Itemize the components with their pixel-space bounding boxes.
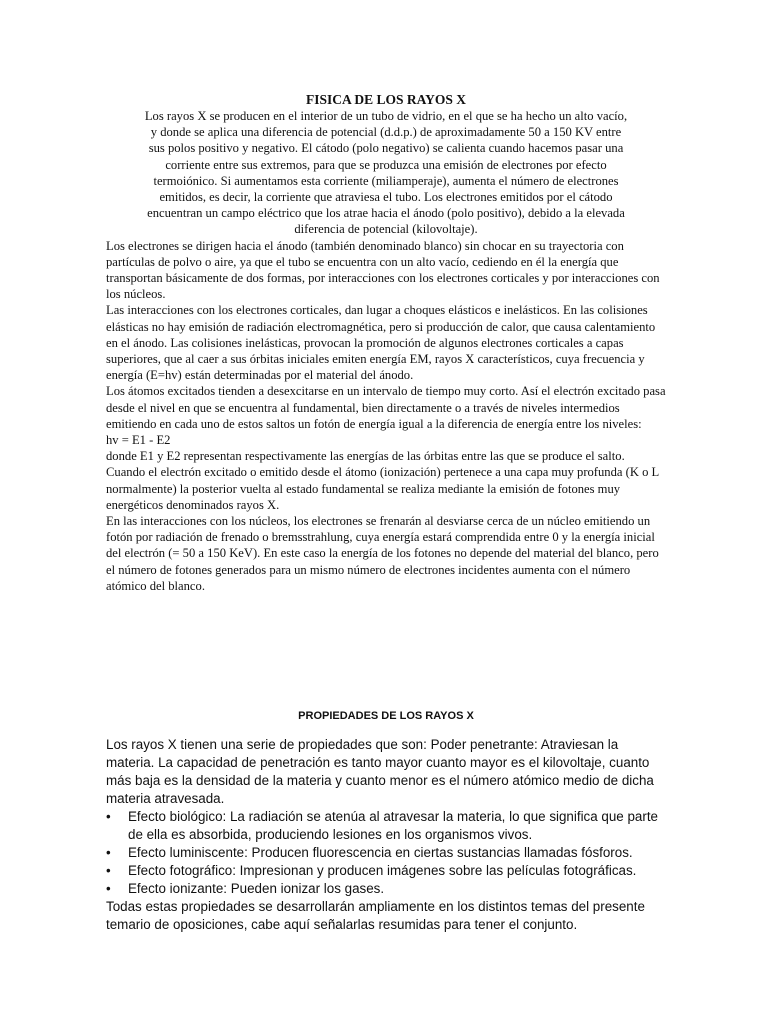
intro-line: diferencia de potencial (kilovoltaje).	[294, 222, 478, 237]
list-item	[106, 880, 666, 898]
section-title-fisica: FISICA DE LOS RAYOS X	[305, 92, 467, 107]
body-paragraph: donde E1 y E2 representan respectivamente las energías de las órbitas entre las que se produce el salto.	[106, 449, 625, 464]
list-item-text: Efecto ionizante: Pueden ionizar los gases.	[128, 881, 385, 896]
body-paragraph: En las interacciones con los núcleos, los electrones se frenarán al desviarse cerca de un núcleo emitiendo un fotón por radiación de frenado o bremsstrahlung, cuya energía estará comprendida entre 0 y la energía inicial del electrón (= 50 a 150 KeV). En este caso la energía de los fotones no depende del material del blanco, pero el número de fotones generados para un mismo número de electrones incidentes aumenta con el número atómico del blanco.	[106, 514, 659, 593]
list-item	[106, 844, 666, 862]
list-item-text: Efecto fotográfico: Impresionan y producen imágenes sobre las películas fotográficas.	[128, 863, 637, 878]
bullet-icon: •	[106, 809, 111, 824]
bullet-icon: •	[106, 863, 111, 878]
intro-line: y donde se aplica una diferencia de potencial (d.d.p.) de aproximadamente 50 a 150 KV entre	[150, 125, 622, 140]
equation: hv = E1 - E2	[106, 433, 171, 448]
body-paragraph: Las interacciones con los electrones corticales, dan lugar a choques elásticos e inelásticos. En las colisiones elásticas no hay emisión de radiación electromagnética, pero si producción de calor, que causa calentamiento en el ánodo. Las colisiones inelásticas, provocan la promoción de algunos electrones corticales a capas superiores, que al caer a sus órbitas iniciales emiten energía EM, rayos X característicos, cuya frecuencia y energía (E=hv) están determinadas por el material del ánodo.	[106, 303, 656, 383]
body-paragraph: Los electrones se dirigen hacia el ánodo (también denominado blanco) sin chocar en su trayectoria con partículas de polvo o aire, ya que el tubo se encuentra con un alto vacío, cediendo en él la energía que transportan básicamente de dos formas, por interacciones con los electrones corticales y por interacciones con los núcleos.	[106, 238, 660, 302]
intro-paragraph	[106, 108, 666, 238]
section-title-propiedades: PROPIEDADES DE LOS RAYOS X	[298, 710, 474, 722]
closing-paragraph: Todas estas propiedades se desarrollarán ampliamente en los distintos temas del presente temario de oposiciones, cabe aquí señalarlas resumidas para tener el conjunto.	[106, 899, 645, 932]
bullet-icon: •	[106, 845, 111, 860]
section-fisica	[106, 91, 666, 594]
intro-paragraph: Los rayos X tienen una serie de propiedades que son: Poder penetrante: Atraviesan la materia. La capacidad de penetración es tanto mayor cuanto mayor es el kilovoltaje, cuanto más baja es la densidad de la materia y cuanto menor es el número atómico medio de dicha materia atravesada.	[106, 737, 654, 806]
bullet-icon: •	[106, 881, 111, 896]
body-paragraph: Cuando el electrón excitado o emitido desde el átomo (ionización) pertenece a una capa muy profunda (K o L normalmente) la posterior vuelta al estado fundamental se realiza mediante la emisión de fotones muy energéticos denominados rayos X.	[106, 465, 659, 512]
intro-line: sus polos positivo y negativo. El cátodo (polo negativo) se calienta cuando hacemos pasar una	[148, 141, 624, 156]
body-paragraph: Los átomos excitados tienden a desexcitarse en un intervalo de tiempo muy corto. Así el electrón excitado pasa desde el nivel en que se encuentra al fundamental, bien directamente o a través de niveles intermedios emitiendo en cada uno de estos saltos un fotón de energía igual a la diferencia de energía entre los niveles:	[106, 384, 666, 431]
intro-line: termoiónico. Si aumentamos esta corriente (miliamperaje), aumenta el número de electrones	[153, 173, 619, 188]
list-item-text: Efecto luminiscente: Producen fluorescencia en ciertas sustancias llamadas fósforos.	[128, 845, 633, 860]
intro-line: emitidos, es decir, la corriente que atraviesa el tubo. Los electrones emitidos por el cátodo	[159, 190, 613, 205]
properties-list	[106, 808, 666, 898]
list-item-text: Efecto biológico: La radiación se atenúa al atravesar la materia, lo que significa que parte de ella es absorbida, produciendo lesiones en los organismos vivos.	[128, 809, 658, 842]
intro-line: corriente entre sus extremos, para que se produzca una emisión de electrones por efecto	[165, 157, 607, 172]
section-propiedades	[106, 708, 666, 934]
intro-line: Los rayos X se producen en el interior de un tubo de vidrio, en el que se ha hecho un alto vacío,	[144, 109, 628, 123]
intro-line: encuentran un campo eléctrico que los atrae hacia el ánodo (polo positivo), debido a la elevada	[147, 206, 625, 221]
list-item	[106, 862, 666, 880]
list-item	[106, 808, 666, 844]
